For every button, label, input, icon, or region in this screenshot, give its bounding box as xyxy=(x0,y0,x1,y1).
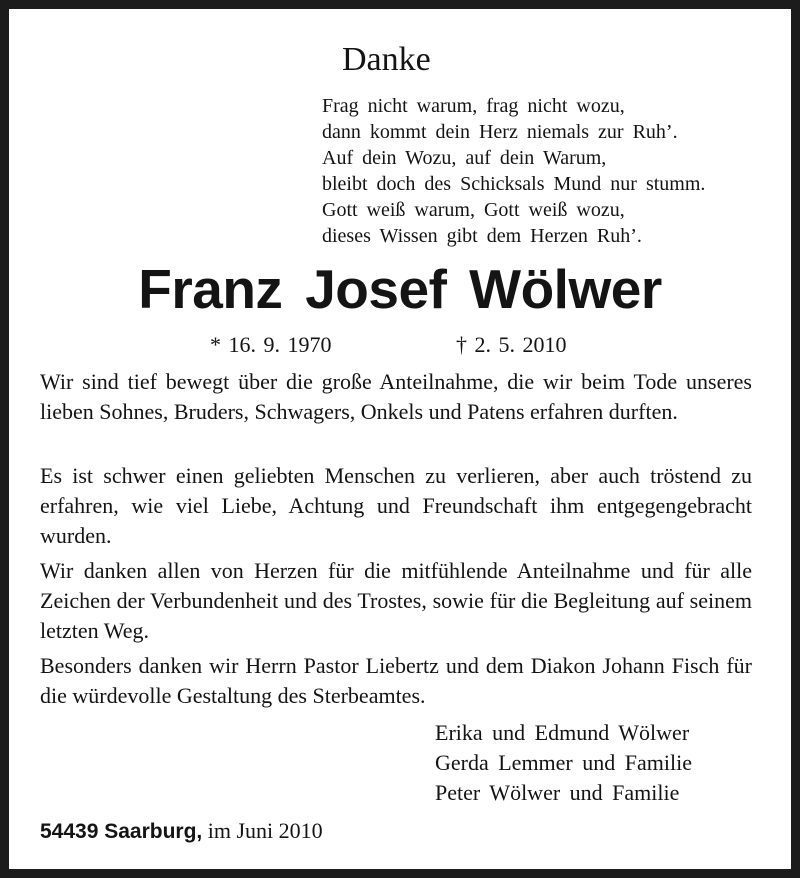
signer: Gerda Lemmer und Familie xyxy=(435,750,692,775)
footer xyxy=(40,816,323,847)
birth-date: * 16. 9. 1970 xyxy=(210,332,332,357)
poem xyxy=(322,93,762,249)
deceased-name: Franz Josef Wölwer xyxy=(138,258,662,320)
signer: Peter Wölwer und Familie xyxy=(435,780,680,805)
poem-line: dann kommt dein Herz niemals zur Ruh’. xyxy=(322,121,678,143)
poem-line: Gott weiß warum, Gott weiß wozu, xyxy=(322,199,625,221)
death-date: † 2. 5. 2010 xyxy=(456,332,567,357)
thanks-paragraph: Wir danken allen von Herzen für die mitfühlende Anteilnahme und für alle Zeichen der Verbundenheit und des Trostes, sowie für die Begleitung auf seinem letzten Weg. xyxy=(40,558,752,643)
thanks-paragraph: Es ist schwer einen geliebten Menschen zu verlieren, aber auch tröstend zu erfahren, wie viel Liebe, Achtung und Freundschaft ihm entgegengebracht wurden. xyxy=(40,463,752,548)
poem-line: bleibt doch des Schicksals Mund nur stumm. xyxy=(322,173,706,195)
poem-line: Frag nicht warum, frag nicht wozu, xyxy=(322,95,625,117)
footer-place: 54439 Saarburg, xyxy=(40,820,203,843)
thanks-paragraph: Besonders danken wir Herrn Pastor Liebertz und dem Diakon Johann Fisch für die würdevolle Gestaltung des Sterbeamtes. xyxy=(40,653,752,708)
poem-line: dieses Wissen gibt dem Herzen Ruh’. xyxy=(322,225,642,247)
heading-danke: Danke xyxy=(342,41,431,78)
signers xyxy=(435,718,692,808)
signer: Erika und Edmund Wölwer xyxy=(435,720,690,745)
poem-line: Auf dein Wozu, auf dein Warum, xyxy=(322,147,607,169)
footer-date: im Juni 2010 xyxy=(207,818,323,843)
thanks-paragraph: Wir sind tief bewegt über die große Anteilnahme, die wir beim Tode unseres lieben Sohnes, Bruders, Schwagers, Onkels und Patens erfahren durften. xyxy=(40,369,752,424)
